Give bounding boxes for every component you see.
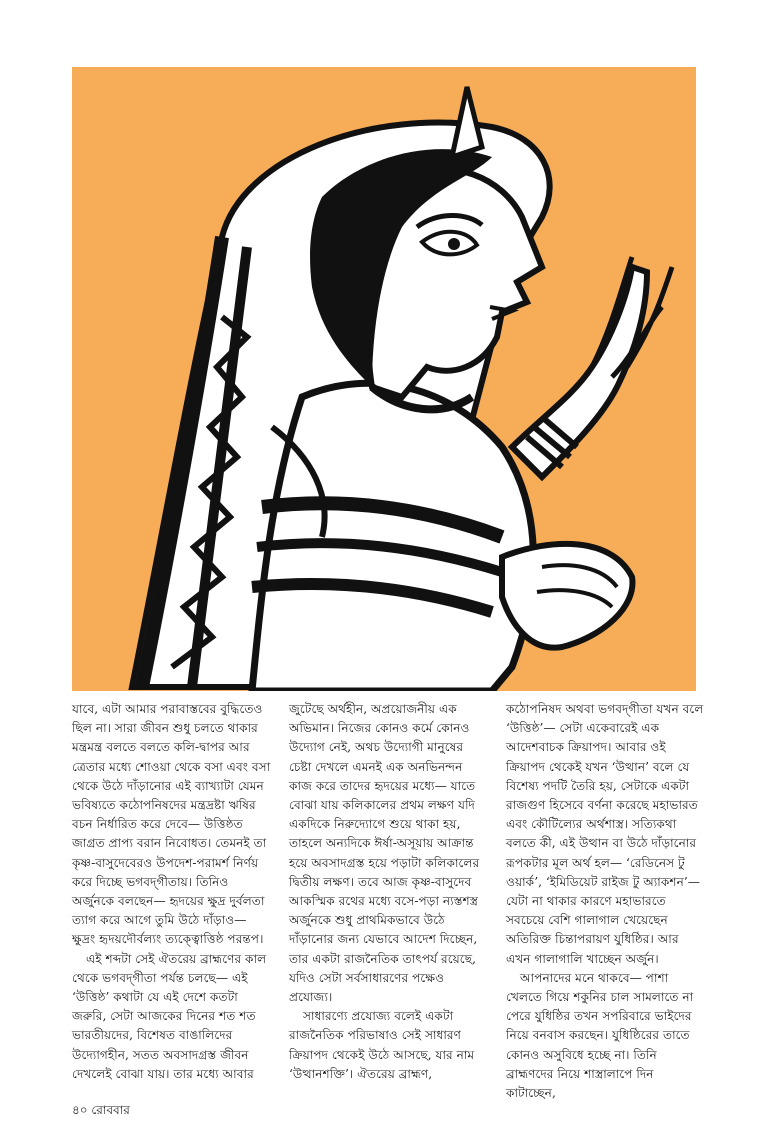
- paragraph: জুটেছে অর্থহীন, অপ্রয়োজনীয় এক অভিমান। নিজের কোনও কর্মে কোনও উদ্যোগ নেই, অথচ উদ্যোগী মানুষের চেষ্টা দেখলে এমনই এক অনভিনন্দন কাজ করে তাদের হৃদয়ের মধ্যে— যাতে বোঝা যায় কলিকালের প্রথম লক্ষণ যদি একদিকে নিরুদ্যোগে শুয়ে থাকা হয়, তাহলে অন্যদিকে ঈর্ষা-অসূয়ায় আক্রান্ত হয়ে অবসাদগ্রস্ত হয়ে পড়াটা কলিকালের দ্বিতীয় লক্ষণ। তবে আজ কৃষ্ণ-বাসুদেব আকস্মিক রথের মধ্যে বসে-পড়া ন্যস্তশস্ত্র অর্জুনকে শুধু প্রাথমিকভাবে উঠে দাঁড়ানোর জন্য যেভাবে আদেশ দিচ্ছেন, তার একটা রাজনৈতিক তাৎপর্য রয়েছে, যদিও সেটা সর্বসাধারণের পক্ষেও প্রযোজ্য।: [289, 702, 480, 1005]
- paragraph: সাধারণ্যে প্রযোজ্য বলেই একটা রাজনৈতিক পরিভাষাও সেই সাধারণ ক্রিয়াপদ থেকেই উঠে আসছে, যার নাম ‘উত্থানশক্তি’। ঐতরেয় ব্রাহ্মণ,: [289, 1009, 475, 1081]
- paragraph: আপনাদের মনে থাকবে— পাশা খেলতে গিয়ে শকুনির চাল সামলাতে না পেরে যুধিষ্ঠির তখন সপরিবারে ভাইদের নিয়ে বনবাস করছেন। যুধিষ্ঠিরের তাতে কোনও অসুবিধে হচ্ছে না। তিনি ব্রাহ্মণদের নিয়ে শাস্ত্রালাপে দিন কাটাচ্ছেন,: [506, 970, 694, 1101]
- illustration: [72, 67, 696, 691]
- paragraph: কঠোপনিষদ অথবা ভগবদ্‌গীতা যখন বলে ‘উত্তিষ্ঠ’— সেটা একেবারেই এক আদেশবাচক ক্রিয়াপদ। আবার ওই ক্রিয়াপদ থেকেই যখন ‘উত্থান’ বলে যে বিশেষ্য পদটি তৈরি হয়, সেটাকে একটা রাজগুণ হিসেবে বর্ণনা করেছে মহাভারত এবং কৌটিল্যের অর্থশাস্ত্র। সত্যিকথা বলতে কী, এই উত্থান বা উঠে দাঁড়ানোর রূপকটার মূল অর্থ হল— ‘রেডিনেস টু ওয়ার্ক’, ‘ইমিডিয়েট রাইজ টু অ্যাকশন’— যেটা না থাকার কারণে মহাভারতে সবচেয়ে বেশি গালাগাল খেয়েছেন অতিরিক্ত চিন্তাপরায়ণ যুধিষ্ঠির। আর এখন গালাগালি খাচ্ছেন অর্জুন।: [506, 702, 704, 966]
- article-column-2: [289, 700, 489, 1084]
- paragraph: এই শব্দটা সেই ঐতরেয় ব্রাহ্মণের কাল থেকে ভগবদ্‌গীতা পর্যন্ত চলছে— এই ‘উত্তিষ্ঠ’ কথাটা যে এই দেশে কতটা জরুরি, সেটা আজকের দিনের শত শত ভারতীয়দের, বিশেষত বাঙালিদের উদ্যোগহীন, সতত অবসাদগ্রস্ত জীবন দেখলেই বোঝা যায়। তার মধ্যে আবার: [72, 951, 267, 1081]
- page-folio: ৪০ রোববার: [72, 1103, 130, 1117]
- woman-illustration: [72, 67, 696, 691]
- article-column-1: [72, 700, 272, 1084]
- paragraph: যাবে, এটা আমার পরাবাস্তবের বুদ্ধিতেও ছিল না। সারা জীবন শুধু চলতে থাকার মন্ত্রমন্ত্র বলতে বলতে কলি-দ্বাপর আর ত্রেতার মধ্যে শোওয়া থেকে বসা এবং বসা থেকে উঠে দাঁড়ানোর এই ব্যাখ্যাটা যেমন ভবিষ্যতে কঠোপনিষদের মন্ত্রদ্রষ্টা ঋষির বচন নির্ধারিত করে দেবে— উত্তিষ্ঠত জাগ্রত প্রাপ্য বরান নিবোধত। তেমনই তা কৃষ্ণ-বাসুদেবেরও উপদেশ-পরামর্শ নির্ণয় করে দিচ্ছে ভগবদ্‌গীতায়। তিনিও অর্জুনকে বলছেন— হৃদয়ের ক্ষুদ্র দুর্বলতা ত্যাগ করে আগে তুমি উঠে দাঁড়াও— ক্ষুদ্রং হৃদয়দৌর্বল্যং ত্যক্ত্বোত্তিষ্ঠ পরন্তপ।: [72, 702, 271, 947]
- article-column-3: [506, 700, 706, 1103]
